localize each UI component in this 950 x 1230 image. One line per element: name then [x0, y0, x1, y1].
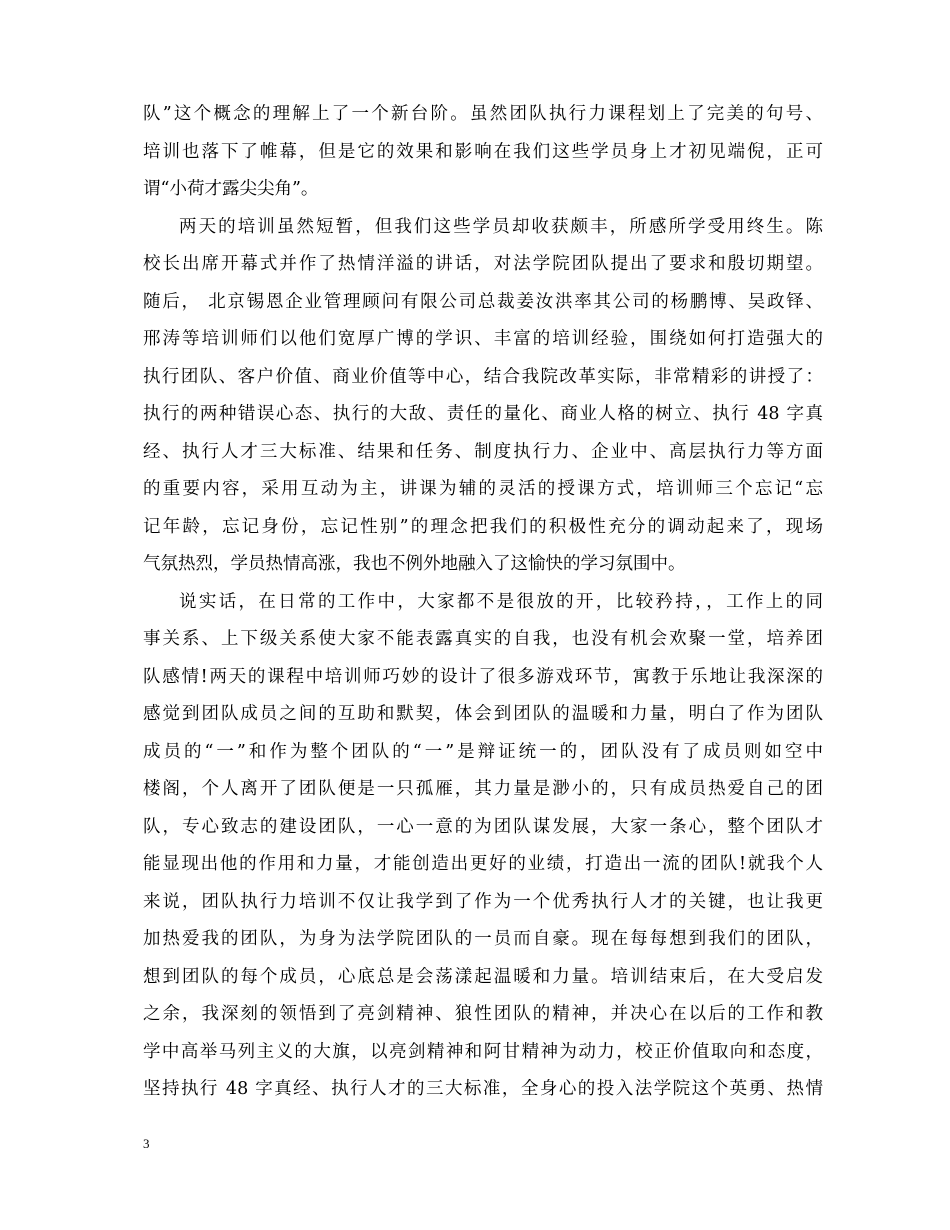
text-line: 来说，团队执行力培训不仅让我学到了作为一个优秀执行人才的关键，也让我更: [143, 891, 823, 912]
text-line: 队”这个概念的理解上了一个新台阶。虽然团队执行力课程划上了完美的句号、: [143, 104, 823, 124]
text-line: 经、执行人才三大标准、结果和任务、制度执行力、企业中、高层执行力等方面: [143, 441, 823, 462]
text-line: 之余，我深刻的领悟到了亮剑精神、狼性团队的精神，并决心在以后的工作和教: [143, 1004, 823, 1024]
text-line: 谓“小荷才露尖尖角”。: [143, 179, 319, 199]
text-line: 成员的“一”和作为整个团队的“一”是辩证统一的，团队没有了成员则如空中: [143, 741, 823, 762]
text-line: 培训也落下了帷幕，但是它的效果和影响在我们这些学员身上才初见端倪，正可: [143, 141, 823, 162]
text-line: 随后， 北京锡恩企业管理顾问有限公司总裁姜汝洪率其公司的杨鹏博、吴政铎、: [143, 291, 823, 312]
text-line: 坚持执行 48 字真经、执行人才的三大标准，全身心的投入法学院这个英勇、热情: [143, 1079, 823, 1099]
text-line: 记年龄，忘记身份，忘记性别”的理念把我们的积极性充分的调动起来了，现场: [143, 516, 823, 537]
body-text: [143, 96, 823, 1109]
text-line: 想到团队的每个成员，心底总是会荡漾起温暖和力量。培训结束后，在大受启发: [143, 966, 823, 987]
text-line: 队感情!两天的课程中培训师巧妙的设计了很多游戏环节，寓教于乐地让我深深的: [143, 666, 823, 687]
text-line: 的重要内容，采用互动为主，讲课为辅的灵活的授课方式，培训师三个忘记“忘: [143, 479, 823, 499]
page-number: 3: [143, 1136, 150, 1151]
text-line: 校长出席开幕式并作了热情洋溢的讲话，对法学院团队提出了要求和殷切期望。: [143, 254, 823, 274]
text-line: 执行的两种错误心态、执行的大敌、责任的量化、商业人格的树立、执行 48 字真: [143, 404, 823, 424]
text-line: 两天的培训虽然短暂，但我们这些学员却收获颇丰，所感所学受用终生。陈: [179, 216, 823, 237]
text-line: 感觉到团队成员之间的互助和默契，体会到团队的温暖和力量，明白了作为团队: [143, 704, 823, 724]
text-line: 加热爱我的团队，为身为法学院团队的一员而自豪。现在每每想到我们的团队，: [143, 929, 823, 949]
text-line: 执行团队、客户价值、商业价值等中心，结合我院改革实际，非常精彩的讲授了：: [143, 366, 823, 387]
text-line: 事关系、上下级关系使大家不能表露真实的自我，也没有机会欢聚一堂，培养团: [143, 629, 823, 649]
text-line: 学中高举马列主义的大旗，以亮剑精神和阿甘精神为动力，校正价值取向和态度，: [143, 1041, 823, 1062]
text-line: 队，专心致志的建设团队，一心一意的为团队谋发展，大家一条心，整个团队才: [143, 816, 823, 837]
text-line: 气氛热烈，学员热情高涨，我也不例外地融入了这愉快的学习氛围中。: [143, 554, 686, 574]
text-line: 邢涛等培训师们以他们宽厚广博的学识、丰富的培训经验，围绕如何打造强大的: [143, 329, 823, 349]
text-line: 能显现出他的作用和力量，才能创造出更好的业绩，打造出一流的团队!就我个人: [143, 854, 823, 874]
text-line: 说实话，在日常的工作中，大家都不是很放的开，比较矜持，，工作上的同: [179, 591, 823, 612]
text-line: 楼阁，个人离开了团队便是一只孤雁，其力量是渺小的，只有成员热爱自己的团: [143, 779, 823, 799]
